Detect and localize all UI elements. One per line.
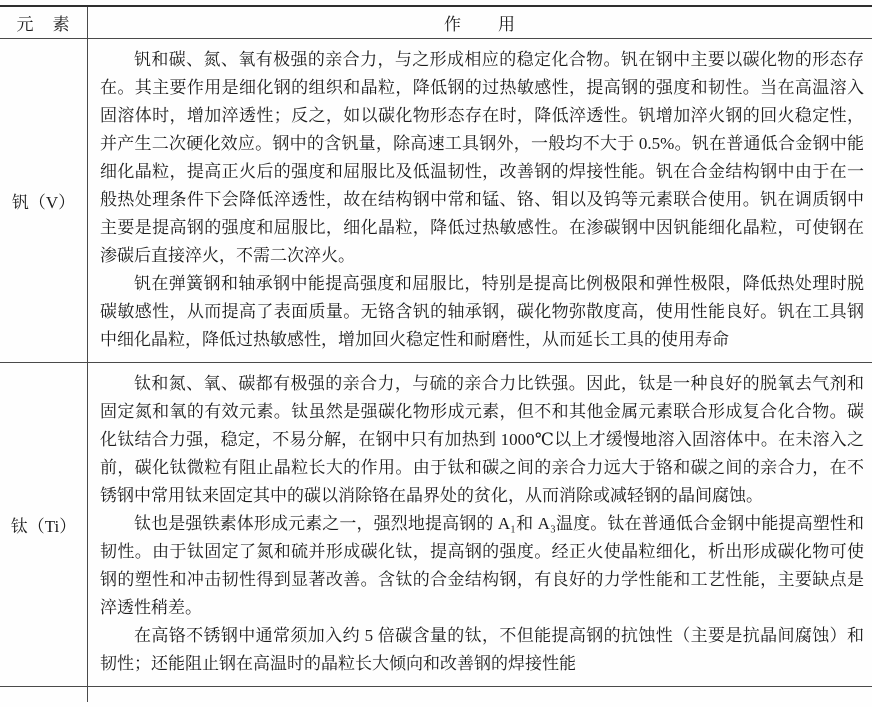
table-continuation-stub (0, 687, 872, 702)
column-separator-stub (0, 687, 88, 702)
elements-effects-table (0, 5, 872, 702)
table-row (0, 363, 872, 687)
element-cell-label: 钒（V） (0, 39, 88, 362)
header-cell-element: 元 素 (0, 7, 88, 38)
effect-paragraph: 钒和碳、氮、氧有极强的亲合力，与之形成相应的稳定化合物。钒在钢中主要以碳化物的形态存在。其主要作用是细化钢的组织和晶粒，降低钢的过热敏感性，提高钢的强度和韧性。当在高温溶入固溶体时，增加淬透性；反之，如以碳化物形态存在时，降低淬透性。钒增加淬火钢的回火稳定性，并产生二次硬化效应。钢中的含钒量，除高速工具钢外，一般均不大于 0.5%。钒在普通低合金钢中能细化晶粒，提高正火后的强度和屈服比及低温韧性，改善钢的焊接性能。钒在合金结构钢中由于在一般热处理条件下会降低淬透性，故在结构钢中常和锰、铬、钼以及钨等元素联合使用。钒在调质钢中主要是提高钢的强度和屈服比，细化晶粒，降低过热敏感性。在渗碳钢中因钒能细化晶粒，可使钢在渗碳后直接淬火，不需二次淬火。 (100, 50, 864, 265)
element-cell-label: 钛（Ti） (0, 363, 88, 686)
table-row (0, 39, 872, 363)
effect-cell (88, 39, 872, 362)
effect-cell (88, 363, 872, 686)
effect-paragraph: 钛和氮、氧、碳都有极强的亲合力，与硫的亲合力比铁强。因此，钛是一种良好的脱氧去气剂和固定氮和氧的有效元素。钛虽然是强碳化物形成元素，但不和其他金属元素联合形成复合化合物。碳化钛结合力强，稳定，不易分解，在钢中只有加热到 1000℃以上才缓慢地溶入固溶体中。在未溶入之前，碳化钛微粒有阻止晶粒长大的作用。由于钛和碳之间的亲合力远大于铬和碳之间的亲合力，在不锈钢中常用钛来固定其中的碳以消除铬在晶界处的贫化，从而消除或减轻钢的晶间腐蚀。 (100, 374, 864, 505)
effect-paragraph: 在高铬不锈钢中通常须加入约 5 倍碳含量的钛，不但能提高钢的抗蚀性（主要是抗晶间腐蚀）和韧性；还能阻止钢在高温时的晶粒长大倾向和改善钢的焊接性能 (100, 626, 864, 673)
effect-paragraph: 钛也是强铁素体形成元素之一，强烈地提高钢的 A₁和 A₃温度。钛在普通低合金钢中能提高塑性和韧性。由于钛固定了氮和硫并形成碳化钛，提高钢的强度。经正火使晶粒细化，析出形成碳化物可使钢的塑性和冲击韧性得到显著改善。含钛的合金结构钢，有良好的力学性能和工艺性能，主要缺点是淬透性稍差。 (100, 514, 864, 617)
effect-paragraph: 钒在弹簧钢和轴承钢中能提高强度和屈服比，特别是提高比例极限和弹性极限，降低热处理时脱碳敏感性，从而提高了表面质量。无铬含钒的轴承钢，碳化物弥散度高，使用性能良好。钒在工具钢中细化晶粒，降低过热敏感性，增加回火稳定性和耐磨性，从而延长工具的使用寿命 (100, 274, 864, 349)
table-header-row (0, 7, 872, 39)
header-cell-effect: 作 用 (444, 15, 516, 34)
table-body (0, 39, 872, 687)
